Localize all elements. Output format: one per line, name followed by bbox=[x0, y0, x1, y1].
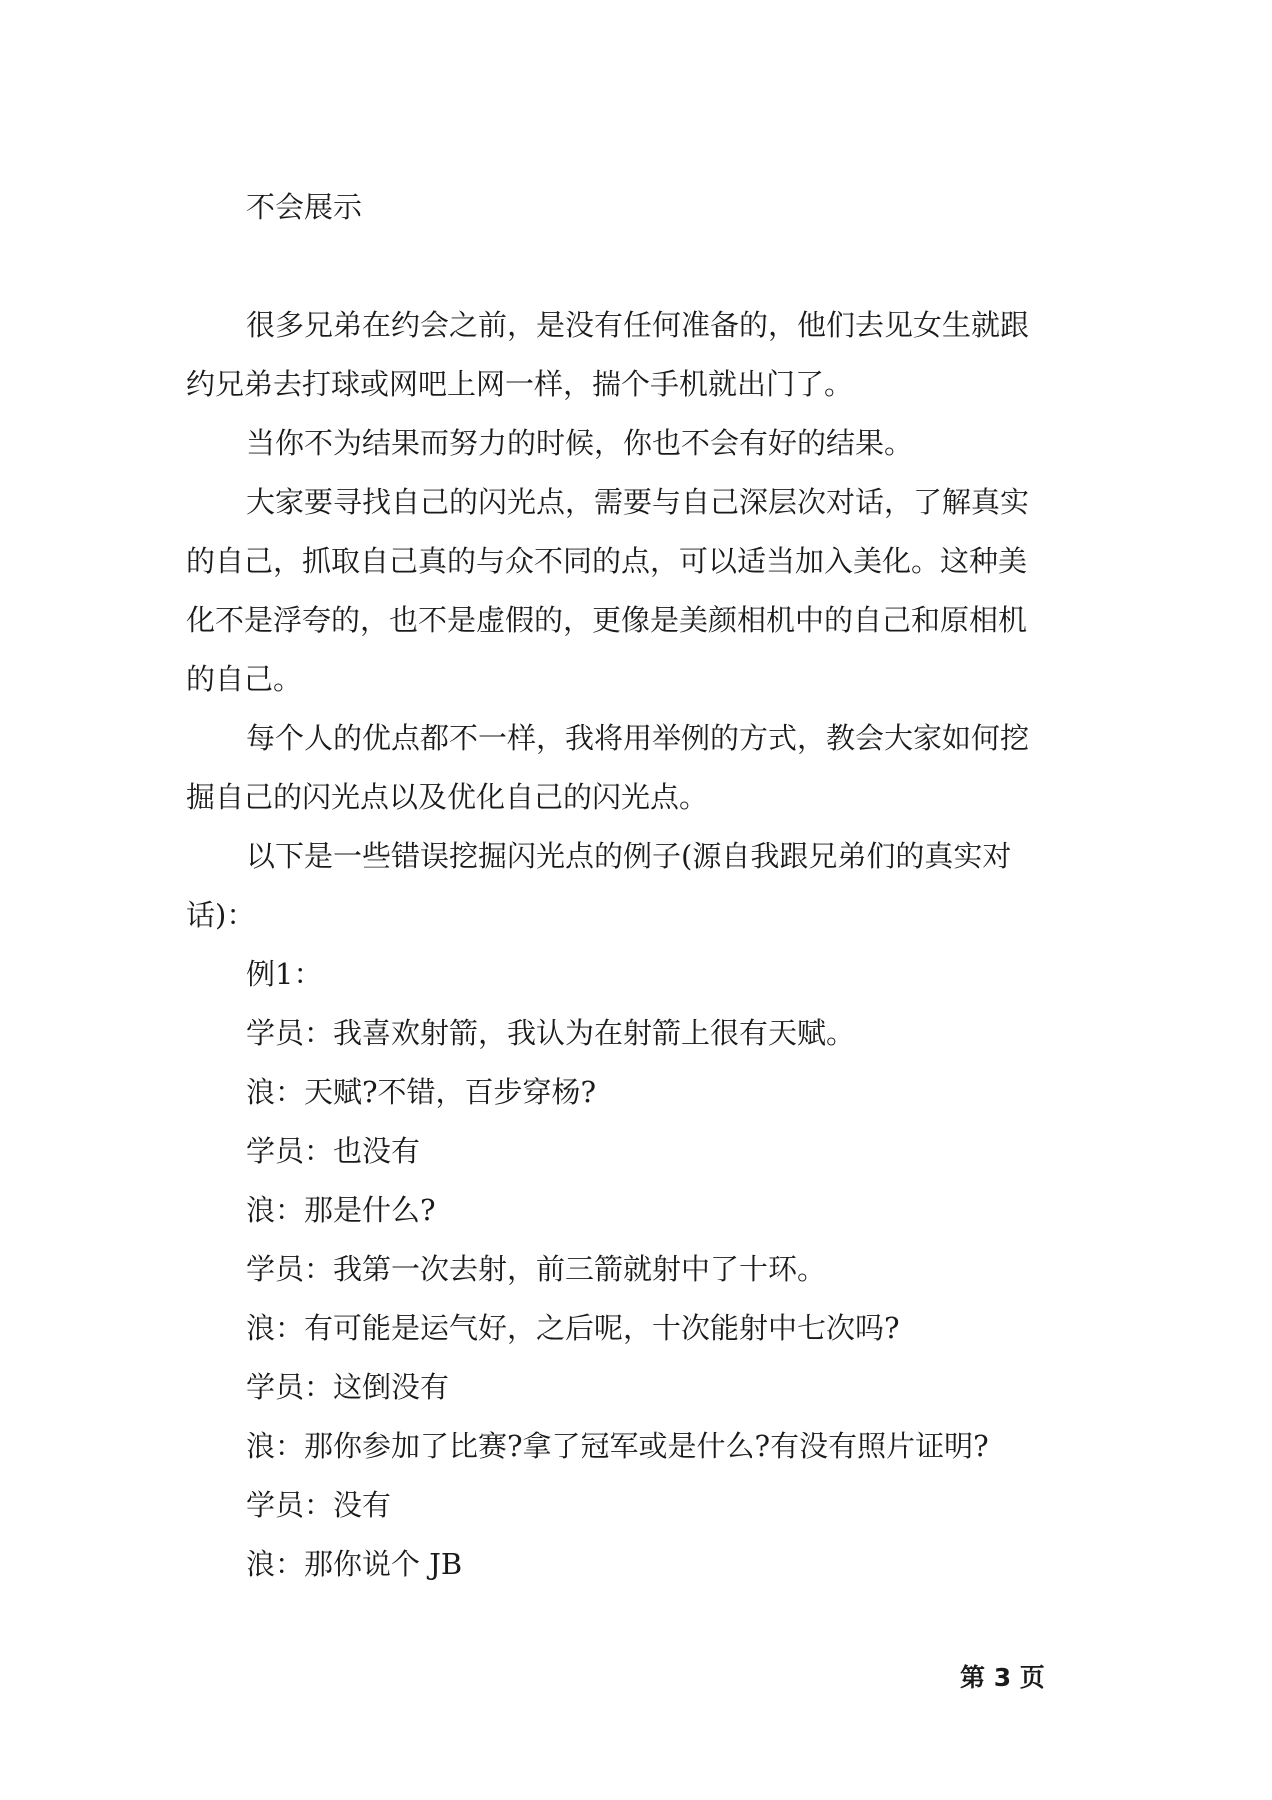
page-number: 第 3 页 bbox=[960, 1663, 1045, 1692]
paragraph: 很多兄弟在约会之前，是没有任何准备的，他们去见女生就跟约兄弟去打球或网吧上网一样，揣个手机就出门了。 bbox=[186, 308, 1030, 401]
dialogue-line: 学员：我喜欢射箭，我认为在射箭上很有天赋。 bbox=[246, 1016, 856, 1050]
dialogue-line: 学员：也没有 bbox=[246, 1134, 421, 1168]
dialogue-line: 浪：那你参加了比赛?拿了冠军或是什么?有没有照片证明? bbox=[246, 1429, 989, 1463]
paragraph: 以下是一些错误挖掘闪光点的例子(源自我跟兄弟们的真实对话)： bbox=[186, 839, 1012, 932]
dialogue-line: 学员：这倒没有 bbox=[246, 1370, 450, 1404]
paragraph: 当你不为结果而努力的时候，你也不会有好的结果。 bbox=[246, 426, 914, 460]
dialogue-line: 浪：有可能是运气好，之后呢，十次能射中七次吗? bbox=[246, 1311, 900, 1345]
dialogue-line: 浪：那你说个 JB bbox=[246, 1547, 463, 1581]
section-heading: 不会展示 bbox=[246, 190, 363, 224]
dialogue-line: 浪：天赋?不错，百步穿杨? bbox=[246, 1075, 597, 1109]
body-text bbox=[186, 178, 1038, 1594]
example-label: 例1： bbox=[246, 957, 323, 991]
paragraph: 大家要寻找自己的闪光点，需要与自己深层次对话，了解真实的自己，抓取自己真的与众不同的点，可以适当加入美化。这种美化不是浮夸的，也不是虚假的，更像是美颜相机中的自己和原相机的自己。 bbox=[186, 485, 1030, 696]
dialogue-line: 浪：那是什么? bbox=[246, 1193, 436, 1227]
dialogue-line: 学员：我第一次去射，前三箭就射中了十环。 bbox=[246, 1252, 827, 1286]
dialogue-line: 学员：没有 bbox=[246, 1488, 392, 1522]
paragraph: 每个人的优点都不一样，我将用举例的方式，教会大家如何挖掘自己的闪光点以及优化自己的闪光点。 bbox=[186, 721, 1030, 814]
